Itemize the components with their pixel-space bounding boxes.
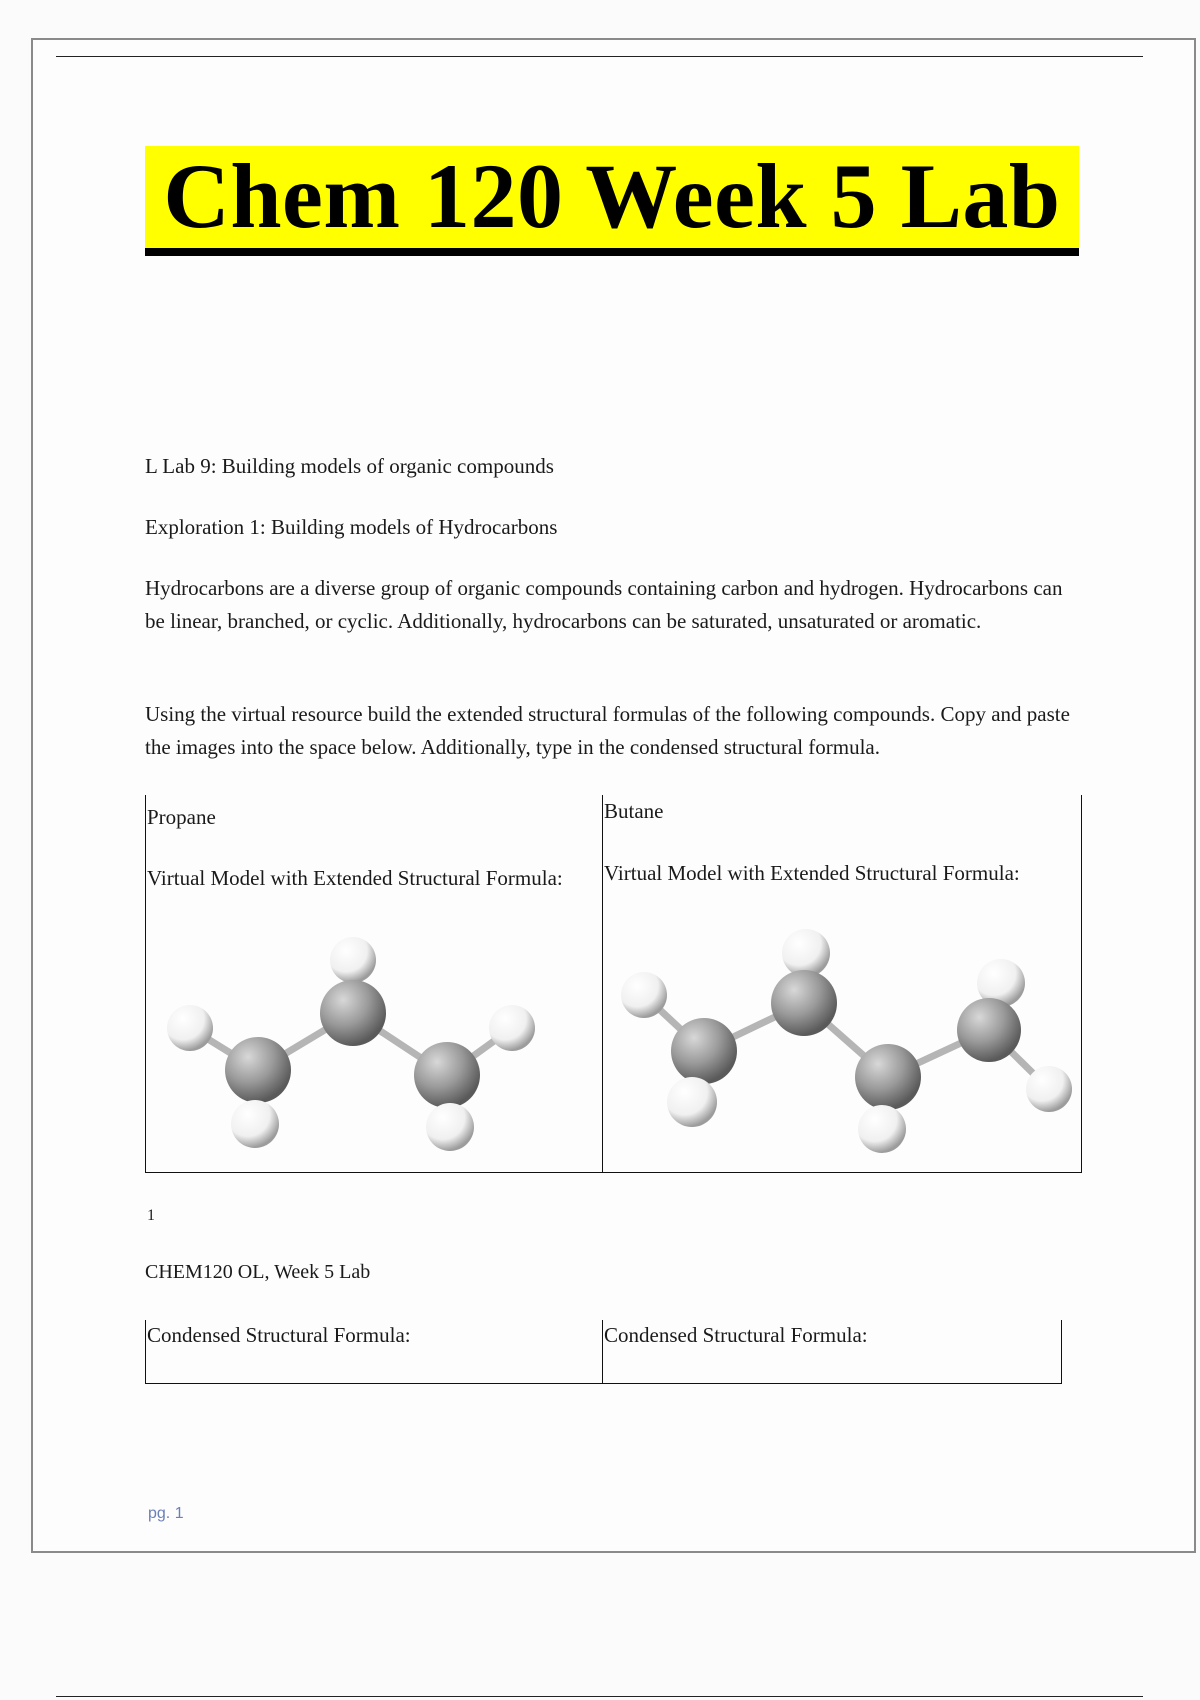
hydrogen-atom (667, 1077, 717, 1127)
hydrogen-atom (426, 1103, 474, 1151)
butane-condensed-formula-label: Condensed Structural Formula: (604, 1323, 868, 1347)
lab-heading: L Lab 9: Building models of organic compounds (145, 454, 554, 478)
exploration-heading: Exploration 1: Building models of Hydrocarbons (145, 515, 558, 539)
butane-label: Butane (604, 799, 664, 823)
page-number: 1 (147, 1207, 155, 1224)
title-highlight (145, 146, 1079, 256)
top-rule (56, 56, 1143, 57)
hydrogen-atom (621, 972, 667, 1018)
hydrogen-atom (231, 1100, 279, 1148)
propane-label: Propane (147, 805, 216, 829)
hydrogen-atom (858, 1105, 906, 1153)
carbon-atom (320, 980, 386, 1046)
hydrogen-atom (489, 1005, 535, 1051)
butane-model-label: Virtual Model with Extended Structural Formula: (604, 861, 1020, 885)
butane-model-image (606, 915, 1076, 1170)
bottom-rule (56, 1696, 1143, 1697)
propane-condensed-formula-label: Condensed Structural Formula: (147, 1323, 411, 1347)
hydrogen-atom (330, 937, 376, 983)
propane-model-image (150, 920, 600, 1170)
instructions-paragraph: Using the virtual resource build the extended structural formulas of the following compounds. Copy and paste the images into the space below. Additionally, type in the condensed structural formula. (145, 702, 1070, 759)
hydrogen-atom (167, 1005, 213, 1051)
carbon-atom (855, 1044, 921, 1110)
hydrogen-atom (782, 929, 830, 977)
carbon-atom (225, 1037, 291, 1103)
hydrogen-atom (1026, 1066, 1072, 1112)
footer-page-label: pg. 1 (148, 1505, 184, 1522)
carbon-atom (957, 998, 1021, 1062)
running-header: CHEM120 OL, Week 5 Lab (145, 1261, 371, 1283)
carbon-atom (671, 1018, 737, 1084)
document-title: Chem 120 Week 5 Lab (163, 145, 1061, 247)
intro-paragraph: Hydrocarbons are a diverse group of organic compounds containing carbon and hydrogen. Hydrocarbons can be linear, branched, or cyclic. Additionally, hydrocarbons can be saturated, unsaturated or aromatic. (145, 576, 1063, 633)
propane-model-label: Virtual Model with Extended Structural Formula: (147, 866, 563, 890)
carbon-atom (414, 1042, 480, 1108)
carbon-atom (771, 970, 837, 1036)
